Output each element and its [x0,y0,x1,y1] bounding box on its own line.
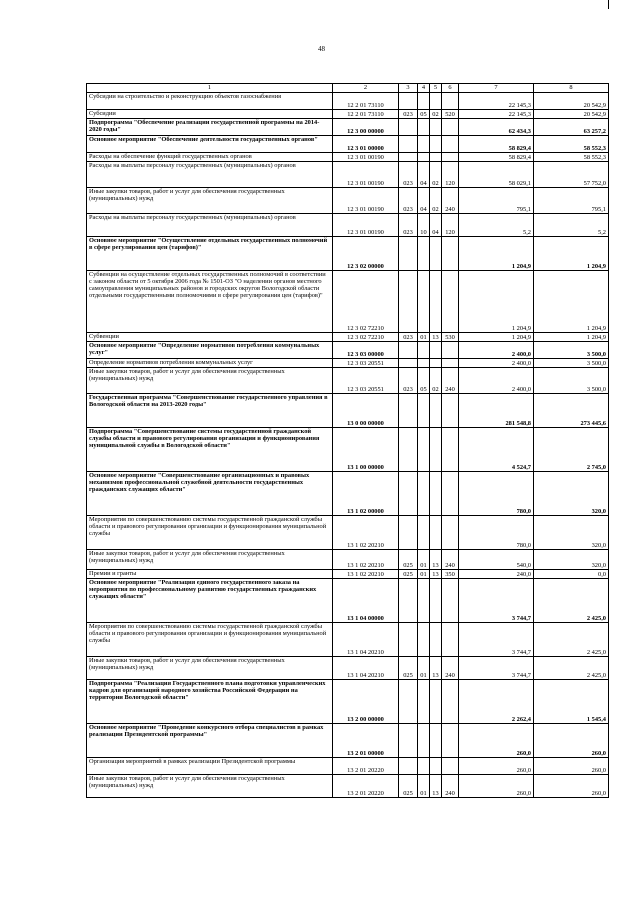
grbs-code: 023 [399,214,418,237]
subsection-code: 02 [430,110,442,119]
grbs-code [399,758,418,775]
target-article-code: 13 1 02 20210 [333,570,399,579]
subsection-code: 02 [430,368,442,394]
amount-col8: 58 552,3 [534,136,609,153]
section-code [418,359,430,368]
section-code: 01 [418,570,430,579]
amount-col7: 4 524,7 [459,428,534,472]
grbs-code [399,472,418,516]
row-name: Иные закупки товаров, работ и услуг для обеспечения государственных (муниципальных) нужд [87,188,333,214]
expense-type-code: 120 [442,214,459,237]
amount-col8: 260,0 [534,724,609,758]
target-article-code: 13 2 01 20220 [333,775,399,798]
amount-col7: 58 029,1 [459,162,534,188]
subsection-code [430,271,442,333]
col-header: 7 [459,84,534,93]
amount-col7: 62 434,3 [459,119,534,136]
section-code: 05 [418,110,430,119]
subsection-code: 13 [430,333,442,342]
subsection-code: 02 [430,188,442,214]
target-article-code: 12 3 01 00190 [333,162,399,188]
target-article-code: 13 2 01 00000 [333,724,399,758]
table-row [87,342,609,359]
grbs-code: 023 [399,368,418,394]
expense-type-code: 530 [442,333,459,342]
table-row [87,110,609,119]
expense-type-code: 240 [442,188,459,214]
target-article-code: 13 2 01 20220 [333,758,399,775]
expense-type-code: 520 [442,110,459,119]
expense-type-code [442,394,459,428]
expense-type-code: 240 [442,550,459,570]
expense-type-code: 240 [442,368,459,394]
amount-col7: 540,0 [459,550,534,570]
subsection-code [430,93,442,110]
expense-type-code: 350 [442,570,459,579]
amount-col7: 22 145,3 [459,93,534,110]
expense-type-code: 120 [442,162,459,188]
grbs-code: 025 [399,570,418,579]
section-code [418,153,430,162]
section-code [418,623,430,657]
table-row [87,775,609,798]
subsection-code [430,516,442,550]
amount-col8: 320,0 [534,516,609,550]
amount-col8: 260,0 [534,758,609,775]
expense-type-code [442,516,459,550]
section-code [418,516,430,550]
subsection-code [430,237,442,271]
table-row [87,472,609,516]
amount-col8: 320,0 [534,472,609,516]
expense-type-code [442,758,459,775]
table-row [87,188,609,214]
amount-col7: 58 829,4 [459,136,534,153]
expense-type-code: 240 [442,775,459,798]
expense-type-code [442,153,459,162]
table-row [87,153,609,162]
amount-col7: 2 262,4 [459,680,534,724]
target-article-code: 12 3 01 00190 [333,188,399,214]
row-name: Расходы на обеспечение функций государственных органов [87,153,333,162]
section-code [418,472,430,516]
section-code [418,758,430,775]
table-row [87,93,609,110]
amount-col8: 20 542,9 [534,110,609,119]
section-code: 01 [418,550,430,570]
expense-type-code [442,680,459,724]
target-article-code: 12 3 03 00000 [333,342,399,359]
table-body [87,93,609,798]
subsection-code [430,359,442,368]
table-row [87,394,609,428]
subsection-code [430,579,442,623]
grbs-code: 023 [399,110,418,119]
expense-type-code [442,623,459,657]
section-code [418,119,430,136]
expense-type-code [442,271,459,333]
amount-col8: 3 500,0 [534,342,609,359]
grbs-code [399,680,418,724]
amount-col7: 58 829,4 [459,153,534,162]
table-row [87,359,609,368]
section-code [418,93,430,110]
page-edge-mark [608,0,609,9]
grbs-code [399,153,418,162]
table-row [87,516,609,550]
amount-col7: 2 400,0 [459,359,534,368]
subsection-code: 13 [430,570,442,579]
amount-col7: 281 548,8 [459,394,534,428]
expense-type-code [442,428,459,472]
expense-type-code [442,342,459,359]
section-code: 10 [418,214,430,237]
grbs-code [399,271,418,333]
section-code [418,680,430,724]
amount-col7: 260,0 [459,775,534,798]
page-number: 48 [318,45,325,53]
target-article-code: 12 3 03 20551 [333,359,399,368]
row-name: Иные закупки товаров, работ и услуг для обеспечения государственных (муниципальных) нужд [87,657,333,680]
expense-type-code [442,237,459,271]
amount-col8: 63 257,2 [534,119,609,136]
section-code [418,428,430,472]
row-name: Иные закупки товаров, работ и услуг для обеспечения государственных (муниципальных) нужд [87,550,333,570]
section-code [418,136,430,153]
row-name: Субвенции на осуществление отдельных государственных полномочий в соответствии с законом области от 5 октября 2006 года № 1501-ОЗ "О наделении органов местного самоуправления муниципальных районов и городских округов Вологодской области отдельными государственными полномочиями в сфере регулирования цен (тарифов)" [87,271,333,333]
grbs-code [399,342,418,359]
col-header: 6 [442,84,459,93]
budget-table [86,83,609,798]
row-name: Подпрограмма "Совершенствование системы государственной гражданской службы области и правового регулирования организации и функционирования муниципальной службы в Вологодской области" [87,428,333,472]
section-code [418,237,430,271]
table-row [87,570,609,579]
target-article-code: 12 3 02 72210 [333,271,399,333]
grbs-code: 025 [399,657,418,680]
amount-col7: 2 400,0 [459,342,534,359]
row-name: Государственная программа "Совершенствование государственного управления в Вологодской области на 2013-2020 годы" [87,394,333,428]
table-row [87,368,609,394]
amount-col8: 2 425,0 [534,657,609,680]
table-row [87,136,609,153]
subsection-code [430,758,442,775]
target-article-code: 12 3 00 00000 [333,119,399,136]
section-code: 01 [418,775,430,798]
amount-col8: 1 204,9 [534,237,609,271]
table-row [87,237,609,271]
section-code [418,271,430,333]
target-article-code: 12 3 02 72210 [333,333,399,342]
row-name: Субвенции [87,333,333,342]
grbs-code [399,724,418,758]
row-name: Основное мероприятие "Совершенствование организационных и правовых механизмов профессиональной служебной деятельности государственных гражданских служащих области" [87,472,333,516]
subsection-code: 04 [430,214,442,237]
amount-col8: 795,1 [534,188,609,214]
subsection-code: 13 [430,657,442,680]
col-header: 5 [430,84,442,93]
row-name: Мероприятия по совершенствованию системы государственной гражданской службы области и правового регулирования организации и функционирования муниципальной службы [87,516,333,550]
subsection-code [430,119,442,136]
table-row [87,579,609,623]
grbs-code [399,93,418,110]
amount-col7: 1 204,9 [459,333,534,342]
table-row [87,428,609,472]
section-code: 05 [418,368,430,394]
target-article-code: 13 2 00 00000 [333,680,399,724]
amount-col7: 1 204,9 [459,237,534,271]
target-article-code: 12 3 03 20551 [333,368,399,394]
target-article-code: 13 1 04 00000 [333,579,399,623]
grbs-code: 025 [399,775,418,798]
amount-col8: 2 425,0 [534,623,609,657]
amount-col8: 273 445,6 [534,394,609,428]
section-code [418,342,430,359]
amount-col7: 3 744,7 [459,579,534,623]
subsection-code [430,428,442,472]
table-row [87,271,609,333]
expense-type-code [442,136,459,153]
grbs-code: 023 [399,188,418,214]
amount-col8: 3 500,0 [534,368,609,394]
row-name: Организация мероприятий в рамках реализации Президентской программы [87,758,333,775]
amount-col7: 780,0 [459,516,534,550]
row-name: Основное мероприятие "Определение нормативов потребления коммунальных услуг" [87,342,333,359]
header-row [87,84,609,93]
amount-col8: 3 500,0 [534,359,609,368]
section-code [418,724,430,758]
expense-type-code [442,359,459,368]
target-article-code: 13 0 00 00000 [333,394,399,428]
grbs-code [399,394,418,428]
target-article-code: 12 2 01 73110 [333,93,399,110]
subsection-code: 13 [430,775,442,798]
grbs-code: 023 [399,333,418,342]
subsection-code: 02 [430,162,442,188]
target-article-code: 12 3 02 00000 [333,237,399,271]
col-header: 3 [399,84,418,93]
amount-col8: 320,0 [534,550,609,570]
target-article-code: 12 3 01 00190 [333,214,399,237]
expense-type-code [442,119,459,136]
amount-col8: 1 204,9 [534,271,609,333]
row-name: Субсидии на строительство и реконструкцию объектов газоснабжения [87,93,333,110]
row-name: Основное мероприятие "Осуществление отдельных государственных полномочий в сфере регулирования цен (тарифов)" [87,237,333,271]
target-article-code: 13 1 02 20210 [333,516,399,550]
amount-col8: 0,0 [534,570,609,579]
expense-type-code [442,724,459,758]
expense-type-code: 240 [442,657,459,680]
expense-type-code [442,472,459,516]
grbs-code [399,119,418,136]
amount-col7: 260,0 [459,758,534,775]
target-article-code: 13 1 00 00000 [333,428,399,472]
row-name: Расходы на выплаты персоналу государственных (муниципальных) органов [87,214,333,237]
row-name: Подпрограмма "Реализация Государственного плана подготовки управленческих кадров для организаций народного хозяйства Российской Федерации на территории Вологодской области" [87,680,333,724]
target-article-code: 13 1 04 20210 [333,623,399,657]
table-row [87,333,609,342]
table-row [87,758,609,775]
table-row [87,162,609,188]
row-name: Основное мероприятие "Проведение конкурсного отбора специалистов в рамках реализации Президентской программы" [87,724,333,758]
row-name: Субсидии [87,110,333,119]
amount-col8: 58 552,3 [534,153,609,162]
col-header: 8 [534,84,609,93]
table-row [87,623,609,657]
amount-col8: 5,2 [534,214,609,237]
subsection-code [430,136,442,153]
amount-col7: 1 204,9 [459,271,534,333]
grbs-code [399,237,418,271]
subsection-code [430,153,442,162]
amount-col7: 3 744,7 [459,623,534,657]
section-code [418,579,430,623]
section-code: 01 [418,333,430,342]
row-name: Подпрограмма "Обеспечение реализации государственной программы на 2014-2020 годы" [87,119,333,136]
subsection-code [430,472,442,516]
grbs-code [399,516,418,550]
grbs-code [399,579,418,623]
amount-col7: 240,0 [459,570,534,579]
section-code: 01 [418,657,430,680]
target-article-code: 12 3 01 00000 [333,136,399,153]
row-name: Основное мероприятие "Реализация единого государственного заказа на мероприятия по профессиональному развитию государственных гражданских служащих области" [87,579,333,623]
grbs-code [399,623,418,657]
col-header: 1 [87,84,333,93]
amount-col7: 22 145,3 [459,110,534,119]
row-name: Основное мероприятие "Обеспечение деятельности государственных органов" [87,136,333,153]
subsection-code [430,342,442,359]
target-article-code: 13 1 02 20210 [333,550,399,570]
amount-col7: 5,2 [459,214,534,237]
grbs-code [399,359,418,368]
grbs-code [399,136,418,153]
row-name: Иные закупки товаров, работ и услуг для обеспечения государственных (муниципальных) нужд [87,368,333,394]
row-name: Мероприятия по совершенствованию системы государственной гражданской службы области и правового регулирования организации и функционирования муниципальной службы [87,623,333,657]
amount-col8: 1 204,9 [534,333,609,342]
col-header: 4 [418,84,430,93]
subsection-code [430,724,442,758]
section-code: 04 [418,188,430,214]
subsection-code [430,623,442,657]
table-row [87,550,609,570]
section-code [418,394,430,428]
target-article-code: 12 2 01 73110 [333,110,399,119]
row-name: Определение нормативов потребления коммунальных услуг [87,359,333,368]
subsection-code [430,680,442,724]
target-article-code: 13 1 04 20210 [333,657,399,680]
amount-col8: 1 545,4 [534,680,609,724]
amount-col8: 2 425,0 [534,579,609,623]
amount-col7: 2 400,0 [459,368,534,394]
amount-col8: 20 542,9 [534,93,609,110]
table-row [87,657,609,680]
table-row [87,680,609,724]
grbs-code: 025 [399,550,418,570]
table-row [87,724,609,758]
amount-col7: 3 744,7 [459,657,534,680]
row-name: Расходы на выплаты персоналу государственных (муниципальных) органов [87,162,333,188]
row-name: Иные закупки товаров, работ и услуг для обеспечения государственных (муниципальных) нужд [87,775,333,798]
target-article-code: 13 1 02 00000 [333,472,399,516]
amount-col7: 780,0 [459,472,534,516]
table-row [87,214,609,237]
grbs-code: 023 [399,162,418,188]
grbs-code [399,428,418,472]
amount-col7: 795,1 [459,188,534,214]
amount-col8: 260,0 [534,775,609,798]
target-article-code: 12 3 01 00190 [333,153,399,162]
section-code: 04 [418,162,430,188]
expense-type-code [442,579,459,623]
row-name: Премии и гранты [87,570,333,579]
subsection-code: 13 [430,550,442,570]
table-row [87,119,609,136]
expense-type-code [442,93,459,110]
amount-col8: 2 745,0 [534,428,609,472]
amount-col8: 57 752,0 [534,162,609,188]
subsection-code [430,394,442,428]
col-header: 2 [333,84,399,93]
amount-col7: 260,0 [459,724,534,758]
